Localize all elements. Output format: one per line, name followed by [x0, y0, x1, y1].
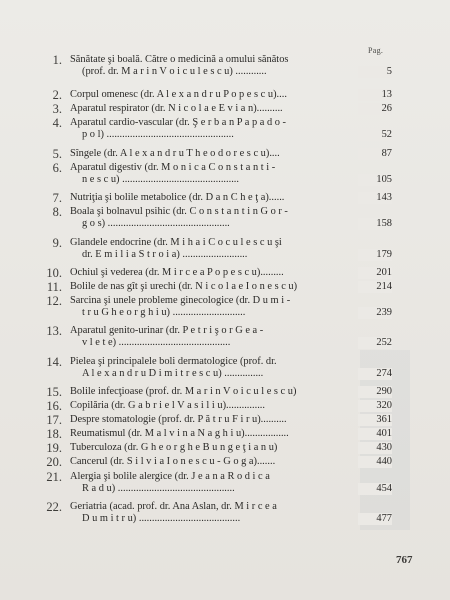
entry-line: [70, 89, 392, 101]
entry-number: 14.: [46, 354, 62, 369]
entry-title: D u m i t r u) .......................................: [82, 512, 241, 524]
entry-line: [70, 456, 392, 468]
page-number: 767: [396, 554, 413, 566]
entry-line: [82, 218, 392, 230]
toc-entry: [20, 237, 392, 261]
entry-line: [70, 192, 392, 204]
entry-page-number: 13: [358, 89, 392, 101]
toc-entry: [20, 162, 392, 186]
toc-entry: [20, 356, 392, 380]
entry-title: Corpul omenesc (dr. A l e x a n d r u P o p e s c u)....: [70, 89, 287, 101]
entry-title: Ochiul şi vederea (dr. M i r c e a P o p e s c u).........: [70, 266, 284, 278]
entry-line: [82, 368, 392, 380]
entry-line: [70, 54, 392, 66]
entry-number: 22.: [46, 499, 62, 514]
entry-line: [70, 428, 392, 440]
toc-entry: [20, 89, 392, 101]
toc-entry: [20, 267, 392, 279]
toc-entry: [20, 54, 392, 78]
entry-title: Sănătate şi boală. Către o medicină a omului sănătos: [70, 54, 289, 65]
toc-entry: [20, 117, 392, 141]
entry-title: Despre stomatologie (prof. dr. P ă t r u F i r u)..........: [70, 414, 287, 426]
entry-line: [70, 206, 392, 218]
entry-title: Alergia şi bolile alergice (dr. J e a n a R o d i c a: [70, 470, 270, 482]
entry-number: 10.: [46, 265, 62, 280]
entry-line: [70, 103, 392, 115]
entry-page-number: 214: [358, 281, 392, 293]
entry-line: [82, 249, 392, 261]
toc-entry: [20, 295, 392, 319]
entry-title: n e s c u) .............................................: [82, 173, 240, 185]
entry-number: 2.: [52, 88, 62, 103]
toc-entry: [20, 206, 392, 230]
entry-line: [82, 513, 392, 525]
entry-page-number: 361: [358, 414, 392, 426]
toc-entry: [20, 281, 392, 293]
toc-entry: [20, 428, 392, 440]
entry-page-number: 87: [358, 148, 392, 160]
entry-page-number: 105: [358, 174, 392, 186]
entry-title: Geriatria (acad. prof. dr. Ana Aslan, dr. M i r c e a: [70, 500, 277, 512]
entry-number: 7.: [52, 191, 62, 206]
entry-title: R a d u) .............................................: [82, 482, 235, 494]
entry-number: 18.: [46, 427, 62, 442]
entry-line: [70, 442, 392, 454]
entry-number: 12.: [46, 294, 62, 309]
entry-page-number: 201: [358, 267, 392, 279]
toc-entry: [20, 325, 392, 349]
entry-page-number: 290: [358, 386, 392, 398]
entry-title: Pielea şi principalele boli dermatologice (prof. dr.: [70, 355, 277, 367]
entry-number: 5.: [52, 146, 62, 161]
entry-page-number: 401: [358, 428, 392, 440]
toc-entry: [20, 456, 392, 468]
entry-page-number: 454: [358, 483, 392, 495]
entry-page-number: 440: [358, 456, 392, 468]
entry-title: Bolile de nas gît şi urechi (dr. N i c o l a e I o n e s c u): [70, 280, 298, 292]
entry-page-number: 252: [358, 337, 392, 349]
entry-line: [82, 307, 392, 319]
entry-line: [70, 325, 392, 337]
entry-number: 3.: [52, 102, 62, 117]
entry-number: 6.: [52, 160, 62, 175]
entry-title: Aparatul cardio-vascular (dr. Ş e r b a n P a p a d o -: [70, 117, 287, 129]
entry-line: [70, 267, 392, 279]
entry-number: 17.: [46, 413, 62, 428]
entry-line: [70, 501, 392, 513]
entry-page-number: 179: [358, 249, 392, 261]
entry-page-number: 477: [358, 513, 392, 525]
entry-page-number: 5: [358, 66, 392, 78]
entry-page-number: 320: [358, 400, 392, 412]
entry-line: [82, 483, 392, 495]
entry-line: [70, 414, 392, 426]
toc-entry: [20, 442, 392, 454]
entry-title: Reumatismul (dr. M a l v i n a N a g h i u).................: [70, 428, 289, 440]
toc-entry: [20, 148, 392, 160]
entry-number: 21.: [46, 469, 62, 484]
entry-number: 19.: [46, 441, 62, 456]
toc-entry: [20, 192, 392, 204]
entry-line: [70, 295, 392, 307]
entry-title: Boala şi bolnavul psihic (dr. C o n s t a n t i n G o r -: [70, 206, 288, 218]
entry-number: 16.: [46, 399, 62, 414]
entry-title: p o l) .................................................: [82, 129, 234, 141]
entry-title: t r u G h e o r g h i u) ............................: [82, 307, 246, 319]
entry-line: [70, 471, 392, 483]
entry-line: [82, 174, 392, 186]
entry-line: [70, 162, 392, 174]
toc-entry: [20, 501, 392, 525]
entry-title: Aparatul genito-urinar (dr. P e t r i ş o r G e a -: [70, 325, 264, 337]
entry-title: Aparatul respirator (dr. N i c o l a e E v i a n)..........: [70, 103, 283, 115]
entry-title: (prof. dr. M a r i n V o i c u l e s c u) ............: [82, 66, 267, 77]
entry-number: 13.: [46, 324, 62, 339]
page-column-header: Pag.: [368, 46, 384, 55]
entry-title: dr. E m i l i a S t r o i a) .........................: [82, 248, 248, 260]
entry-page-number: 52: [358, 129, 392, 141]
entry-line: [70, 356, 392, 368]
entry-line: [70, 148, 392, 160]
entry-line: [70, 237, 392, 249]
entry-line: [82, 337, 392, 349]
entry-title: Nutriţia şi bolile metabolice (dr. D a n C h e ţ a)......: [70, 192, 285, 204]
entry-title: Sîngele (dr. A l e x a n d r u T h e o d o r e s c u)....: [70, 147, 280, 159]
toc-entry: [20, 414, 392, 426]
entry-title: A l e x a n d r u D i m i t r e s c u) ...............: [82, 367, 264, 379]
entry-number: 20.: [46, 455, 62, 470]
entry-title: Aparatul digestiv (dr. M o n i c a C o n s t a n t i -: [70, 161, 276, 173]
entry-title: Bolile infecţioase (prof. dr. M a r i n V o i c u l e s c u): [70, 386, 297, 398]
entry-title: Cancerul (dr. S i l v i a I o n e s c u - G o g a).......: [70, 456, 276, 468]
toc-entry: [20, 386, 392, 398]
entry-title: Sarcina şi unele probleme ginecologice (dr. D u m i -: [70, 295, 291, 307]
entry-line: [82, 66, 392, 78]
entry-title: g o s) ...............................................: [82, 218, 230, 230]
entry-line: [70, 386, 392, 398]
toc-entry: [20, 471, 392, 495]
entry-line: [70, 117, 392, 129]
entry-line: [70, 400, 392, 412]
entry-page-number: 430: [358, 442, 392, 454]
entry-page-number: 143: [358, 192, 392, 204]
entry-title: Glandele endocrine (dr. M i h a i C o c u l e s c u şi: [70, 236, 282, 248]
entry-page-number: 26: [358, 103, 392, 115]
entry-number: 11.: [46, 279, 62, 294]
entry-number: 9.: [52, 235, 62, 250]
entry-number: 4.: [52, 116, 62, 131]
toc-entry: [20, 400, 392, 412]
entry-title: Tuberculoza (dr. G h e o r g h e B u n g e ţ i a n u): [70, 442, 278, 454]
entry-line: [70, 281, 392, 293]
entry-number: 15.: [46, 385, 62, 400]
entry-page-number: 274: [358, 368, 392, 380]
toc-entry: [20, 103, 392, 115]
entry-title: v l e t e) ...........................................: [82, 337, 231, 349]
entry-number: 8.: [52, 205, 62, 220]
entry-title: Copilăria (dr. G a b r i e l V a s i l i u)...............: [70, 400, 265, 412]
entry-number: 1.: [52, 53, 62, 67]
entry-page-number: 239: [358, 307, 392, 319]
entry-line: [82, 129, 392, 141]
entry-page-number: 158: [358, 218, 392, 230]
